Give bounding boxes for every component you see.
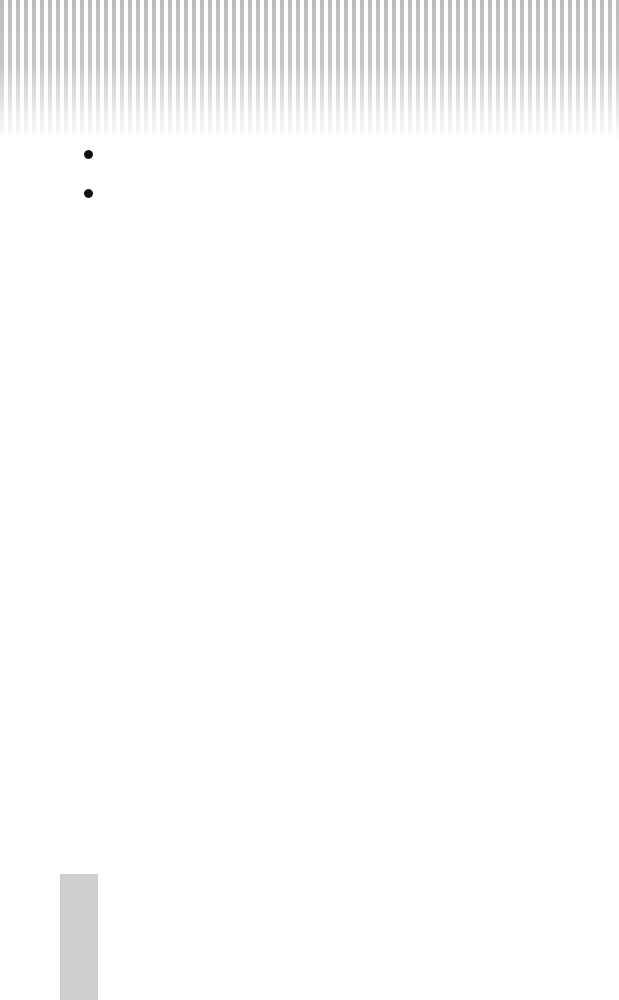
author-letter-gap xyxy=(78,167,98,181)
table-of-contents xyxy=(123,146,548,166)
header-stripes-decoration xyxy=(0,0,619,140)
bullet-dot-top xyxy=(84,150,93,159)
bullet-dot-bottom xyxy=(84,189,93,198)
side-author-column xyxy=(78,150,98,198)
side-author-name xyxy=(78,167,98,181)
page-number-tab xyxy=(60,874,98,1000)
